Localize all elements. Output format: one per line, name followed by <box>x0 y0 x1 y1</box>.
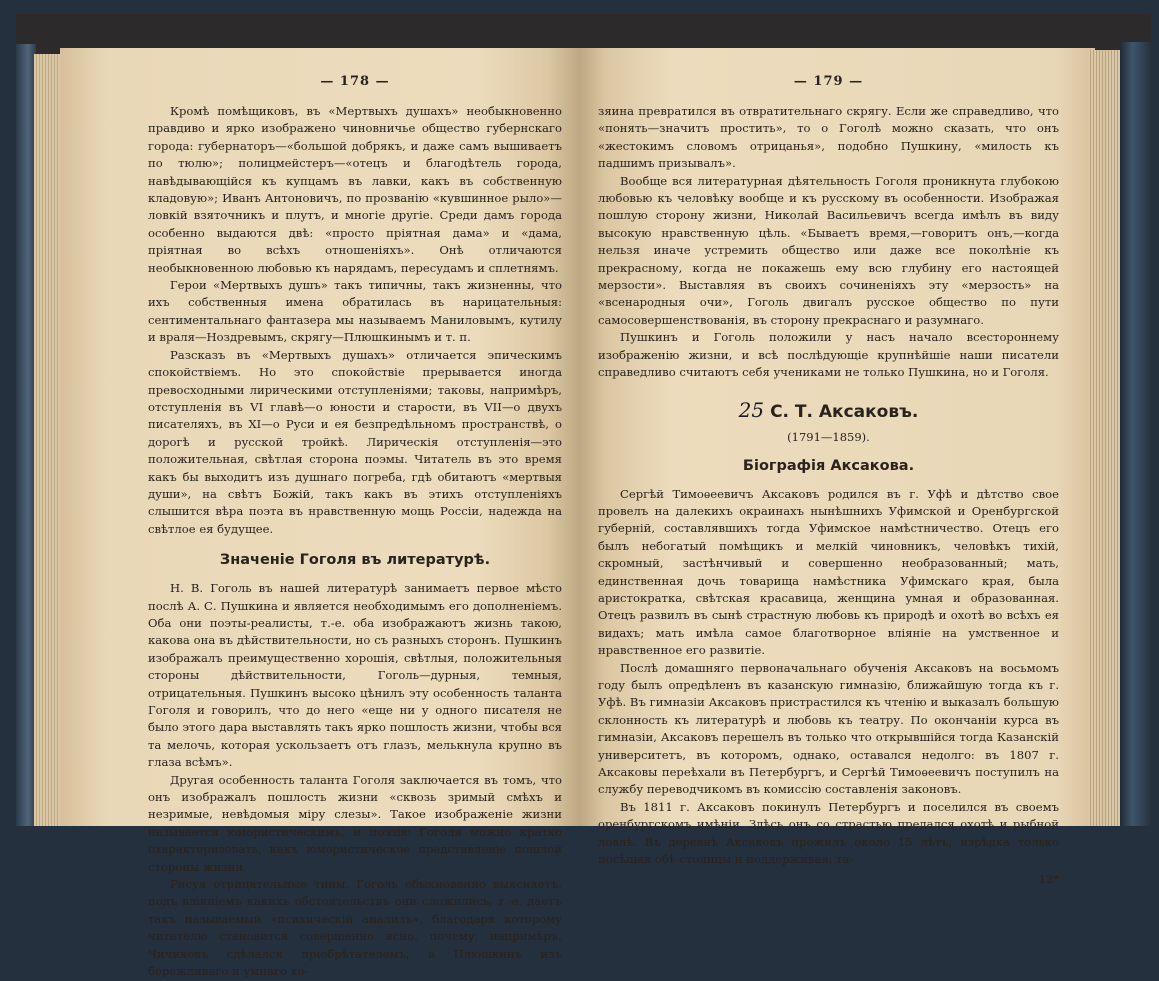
handwritten-number: 25 <box>738 397 765 422</box>
book-cover-right <box>1120 42 1151 826</box>
right-page <box>580 48 1095 887</box>
paragraph: зяина превратился въ отвратительнаго скрягу. Если же справедливо, что «понять—значитъ простить», то о Гоголѣ можно сказать, что онъ «жестокимъ словомъ отрицанья», подобно Пушкину, «милость къ падшимъ призывалъ». <box>598 104 1059 171</box>
paragraph: Разсказъ въ «Мертвыхъ душахъ» отличается эпическимъ спокойствіемъ. Но это спокойствіе прерывается иногда превосходными лирическими отступленіями; таковы, напримѣръ, отступленія въ VI главѣ—о юности и старости, въ VII—о двухъ писателяхъ, въ XI—о Руси и ея безпредѣльномъ пространствѣ, о дорогѣ и русской тройкѣ. Лирическія отступленія—это положительная, свѣтлая сторона поэмы. Читатель въ это время какъ бы выходитъ изъ душнаго погреба, гдѣ обитаютъ «мертвыя души», на свѣтъ Божій, такъ какъ въ этихъ отступленіяхъ слышится вѣра поэта въ нравственную мощь Россіи, надежда на свѣтлое ея будущее. <box>148 347 562 536</box>
printer-signature: 12* <box>1038 872 1059 887</box>
paragraph: Рисуя отрицательные типы, Гоголь обыкновенно выясняетъ, подъ вліяніемъ какихъ обстоятельствъ они сложились, т.-е. даетъ такъ называемый «психическій анализъ», благодаря которому читателю становится совершенно ясно, почему, напримѣръ, Чичиковъ сдѣлался пріобрѣтателемъ, а Плюшкинъ изъ бережливаго и умнаго хо- <box>148 877 562 979</box>
paragraph: Н. В. Гоголь въ нашей литературѣ занимаетъ первое мѣсто послѣ А. С. Пушкина и является необходимымъ его дополненіемъ. Оба они поэты-реалисты, т.-е. оба изображаютъ жизнь такою, какова она въ дѣйствительности, но съ разныхъ сторонъ. Пушкинъ изображалъ преимущественно хорошія, свѣтлыя, положительныя стороны дѣйствительности, Гоголь—дурныя, темныя, отрицательныя. Пушкинъ высоко цѣнилъ эту особенность таланта Гоголя и говорилъ, что до него «еще ни у одного писателя не было этого дара выставлять такъ ярко пошлость жизни, чтобы вся та мелочь, которая ускользаетъ отъ глазъ, мелькнула крупно въ глаза всѣмъ». <box>148 581 562 770</box>
left-page <box>60 48 580 979</box>
section-heading: Значеніе Гоголя въ литературѣ. <box>219 552 491 569</box>
chapter-heading <box>598 398 1059 422</box>
book-spread <box>16 14 1151 979</box>
book-cover-left <box>16 44 36 826</box>
page-number-right: — 179 — <box>793 74 864 89</box>
chapter-title: С. Т. Аксаковъ. <box>770 401 919 422</box>
life-dates: (1791—1859). <box>787 429 870 444</box>
paragraph: Сергѣй Тимоѳеевичъ Аксаковъ родился въ г. Уфѣ и дѣтство свое провелъ на далекихъ окраинахъ нынѣшнихъ Уфимской и Оренбургской губерній, составлявшихъ тогда Уфимское намѣстничество. Отецъ его былъ небогатый помѣщикъ и мелкій чиновникъ, человѣкъ тихій, скромный, застѣнчивый и совершенно необразованный; мать, единственная дочь товарища намѣстника Уфимскаго края, была аристократка, свѣтская красавица, женщина умная и образованная. Отецъ развилъ въ сынѣ страстную любовь къ природѣ и охотѣ во всѣхъ ея видахъ; мать имѣла самое благотворное вліяніе на умственное и нравственное его развитіе. <box>598 486 1059 658</box>
paragraph: Вообще вся литературная дѣятельность Гоголя проникнута глубокою любовью къ человѣку вообще и къ русскому въ особенности. Изображая пошлую сторону жизни, Николай Васильевичъ всегда имѣлъ въ виду высокую нравственную цѣль. «Бываетъ время,—говоритъ онъ,—когда нельзя иначе устремить общество или даже все поколѣніе къ прекрасному, когда не покажешь ему всю глубину его настоящей мерзости». Выставляя въ своихъ сочиненіяхъ эту «мерзость» на «всенародныя очи», Гоголь двигалъ русское общество по пути самосовершенствованія, въ сторону прекраснаго и разумнаго. <box>598 173 1059 327</box>
section-heading: Біографія Аксакова. <box>742 457 915 474</box>
paragraph: Другая особенность таланта Гоголя заключается въ томъ, что онъ изображалъ пошлость жизни «сквозь зримый смѣхъ и незримые, невѣдомыя міру слезы». Такое изображеніе жизни называется юмористическимъ, и поэзію Гоголя можно кратко охарактеризовать, какъ юмористическое представленіе пошлой стороны жизни. <box>148 772 562 874</box>
paragraph: Кромѣ помѣщиковъ, въ «Мертвыхъ душахъ» необыкновенно правдиво и ярко изображено чиновничье общество губернскаго города: губернаторъ—«большой добрякъ, и даже самъ вышиваетъ по тюлю»; полицмейстеръ—«отецъ и благодѣтель города, навѣдывающійся къ купцамъ въ лавки, какъ въ собственную кладовую»; Иванъ Антоновичъ, по прозванію «кувшинное рыло»—ловкій взяточникъ и плутъ, и многіе другіе. Среди дамъ города особенно выдаются двѣ: «просто пріятная дама» и «дама, пріятная во всѣхъ отношеніяхъ». Онѣ отличаются необыкновенною любовью къ нарядамъ, пересудамъ и сплетнямъ. <box>148 104 562 275</box>
page-edges-right <box>1088 50 1122 826</box>
page-number-left: — 178 — <box>320 74 390 89</box>
paragraph: Герои «Мертвыхъ душъ» такъ типичны, такъ жизненны, что ихъ собственныя имена обратилась въ нарицательныя: сентиментальнаго фантазера мы называемъ Маниловымъ, кутилу и враля—Ноздревымъ, скрягу—Плюшкинымъ и т. п. <box>148 278 562 345</box>
paragraph: Пушкинъ и Гоголь положили у насъ начало всестороннему изображенію жизни, и всѣ послѣдующіе крупнѣйшіе наши писатели справедливо считаютъ себя учениками не только Пушкина, но и Гоголя. <box>598 330 1059 380</box>
paragraph: Въ 1811 г. Аксаковъ покинулъ Петербургъ и поселился въ своемъ оренбургскомъ имѣніи. Здѣсь онъ со страстью предался охотѣ и рыбной ловлѣ. Въ деревнѣ Аксаковъ прожилъ около 15 лѣтъ, изрѣдка только посѣщая обѣ столицы и поддерживая, та- <box>598 799 1059 867</box>
paragraph: Послѣ домашняго первоначальнаго обученія Аксаковъ на восьмомъ году былъ опредѣленъ въ казанскую гимназію, ближайшую тогда къ г. Уфѣ. Въ гимназіи Аксаковъ пристрастился къ чтенію и выказалъ большую склонность къ литературѣ и любовь къ театру. По окончаніи курса въ гимназіи, Аксаковъ перешелъ въ только что открывшійся тогда Казанскій университетъ, въ которомъ, однако, оставался недолго: въ 1807 г. Аксаковы переѣхали въ Петербургъ, и Сергѣй Тимоѳеевичъ поступилъ на службу переводчикомъ въ комиссію составленія законовъ. <box>598 660 1059 797</box>
